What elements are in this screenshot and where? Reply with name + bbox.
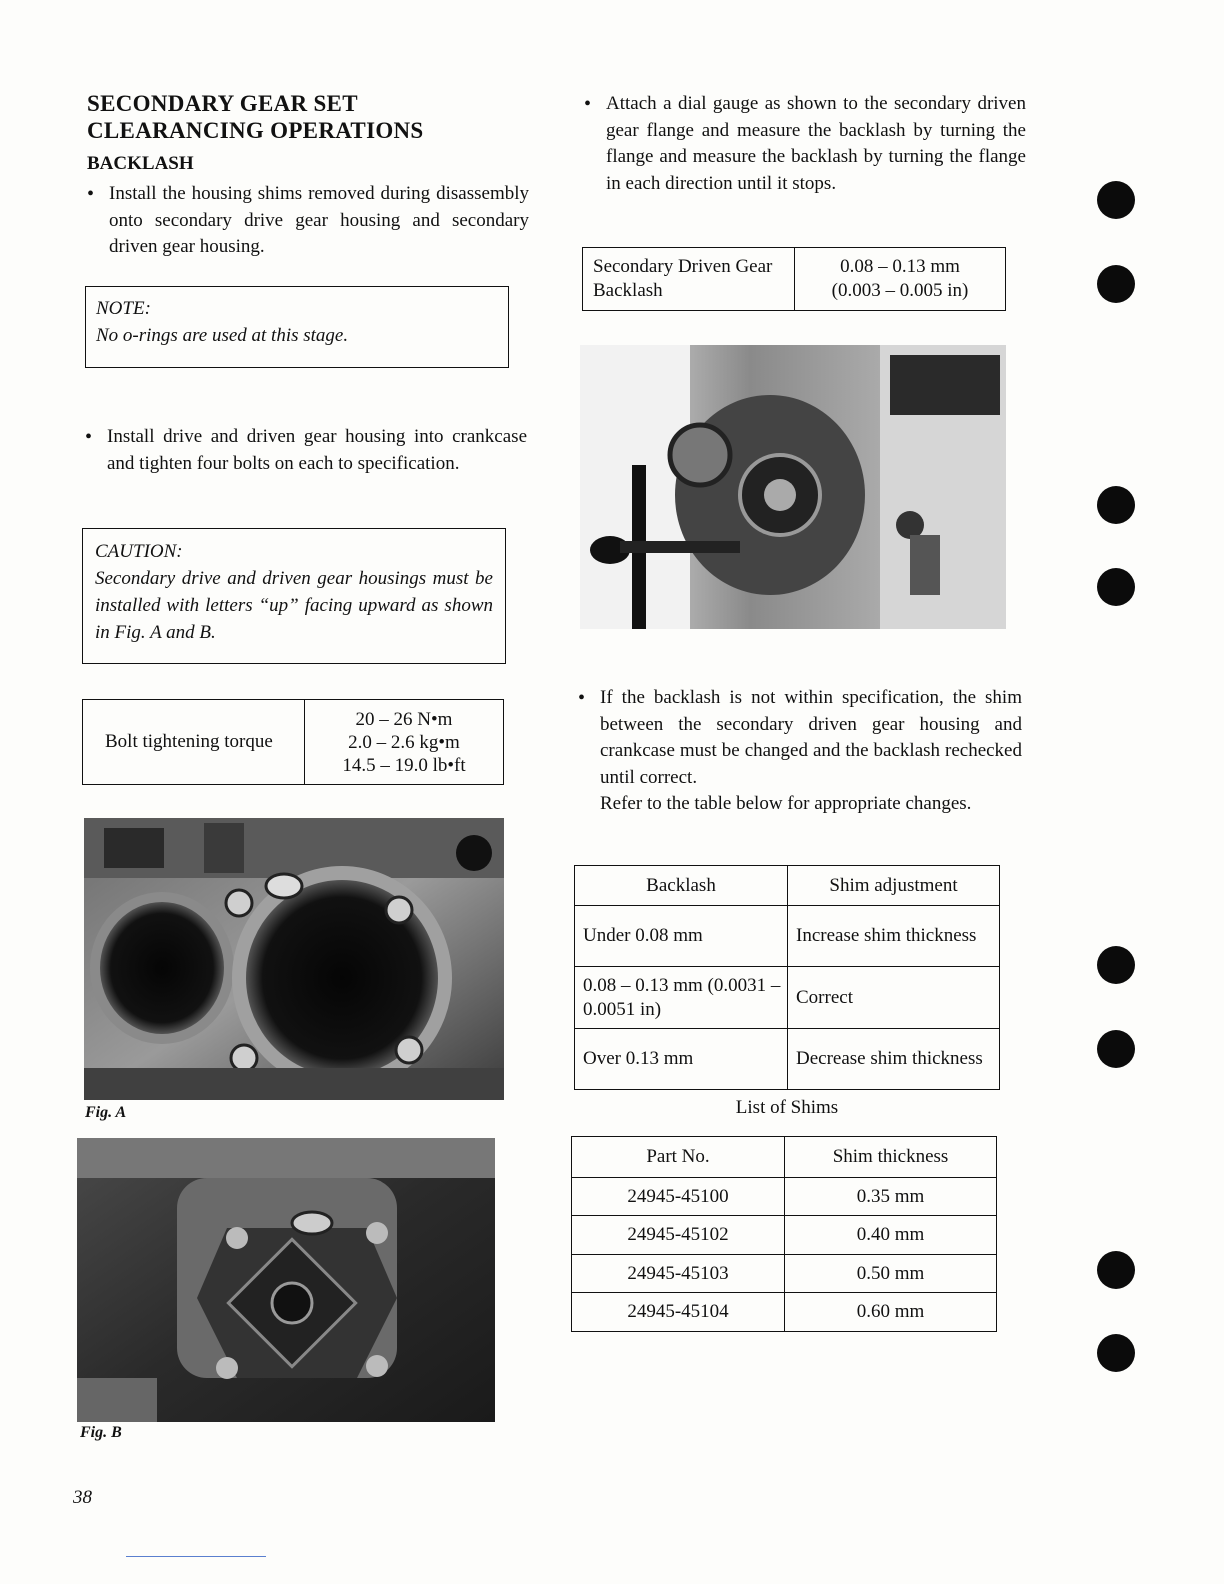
shim-thickness: 0.40 mm — [785, 1216, 997, 1255]
shim-thickness: 0.35 mm — [785, 1178, 997, 1216]
shim-part-no: 24945-45104 — [572, 1293, 785, 1332]
caution-text: Secondary drive and driven gear housings must be installed with letters “up” facing upward as shown in Fig. A and B. — [95, 568, 493, 643]
bullet-install-shims: • Install the housing shims removed during disassembly onto secondary drive gear housing and secondary driven gear housing. — [87, 181, 529, 261]
fig-a-caption: Fig. A — [85, 1104, 127, 1121]
bullet-dial-gauge: • Attach a dial gauge as shown to the secondary driven gear flange and measure the backlash by turning the flange and measure the backlash by turning the flange in each direction until it stops. — [584, 91, 1026, 197]
backlash-spec-table — [582, 247, 1006, 311]
table-row — [572, 1293, 997, 1332]
bottom-rule — [126, 1556, 266, 1557]
adj-header-backlash: Backlash — [575, 866, 788, 906]
table-row — [575, 967, 1000, 1029]
gear-housing-photo-a — [84, 818, 504, 1100]
adj-cell: 0.08 – 0.13 mm (0.0031 – 0.0051 in) — [575, 967, 788, 1029]
torque-kgm: 2.0 – 2.6 kg•m — [348, 731, 460, 753]
shims-header-row — [572, 1137, 997, 1178]
adj-cell: Over 0.13 mm — [575, 1029, 788, 1090]
gear-housing-photo-b — [77, 1138, 495, 1422]
backlash-spec-mm: 0.08 – 0.13 mm — [840, 256, 960, 277]
page-number: 38 — [73, 1487, 92, 1508]
title-line-2: CLEARANCING OPERATIONS — [87, 118, 424, 143]
fig-a-photo — [84, 818, 504, 1100]
section-title — [87, 90, 424, 144]
torque-label: Bolt tightening torque — [83, 700, 305, 785]
table-row — [572, 1216, 997, 1255]
shim-thickness: 0.50 mm — [785, 1255, 997, 1293]
backlash-spec-in: (0.003 – 0.005 in) — [831, 280, 969, 301]
title-line-1: SECONDARY GEAR SET — [87, 91, 358, 116]
shim-thickness: 0.60 mm — [785, 1293, 997, 1332]
dial-gauge-setup-photo — [580, 345, 1006, 629]
torque-nm: 20 – 26 N•m — [355, 708, 453, 730]
binder-hole-mark — [1097, 946, 1135, 984]
backlash-spec-values — [795, 248, 1006, 311]
backlash-spec-label: Secondary Driven Gear Backlash — [583, 248, 795, 311]
shims-list-title: List of Shims — [735, 1097, 839, 1118]
bullet-if-backlash — [578, 685, 1022, 818]
bullet-install-housing: • Install drive and driven gear housing into crankcase and tighten four bolts on each to specification. — [85, 424, 527, 477]
shim-part-no: 24945-45102 — [572, 1216, 785, 1255]
shims-header-part: Part No. — [572, 1137, 785, 1178]
adj-cell: Under 0.08 mm — [575, 906, 788, 967]
torque-values — [305, 700, 504, 785]
binder-hole-mark — [1097, 1334, 1135, 1372]
note-box — [85, 286, 509, 368]
dial-gauge-photo — [580, 345, 1006, 629]
shim-part-no: 24945-45103 — [572, 1255, 785, 1293]
note-text: No o-rings are used at this stage. — [96, 325, 349, 346]
adj-header-shim: Shim adjustment — [788, 866, 1000, 906]
shims-header-thickness: Shim thickness — [785, 1137, 997, 1178]
binder-hole-mark — [1097, 568, 1135, 606]
binder-hole-mark — [1097, 1251, 1135, 1289]
binder-hole-mark — [1097, 1030, 1135, 1068]
table-row — [572, 1255, 997, 1293]
table-row — [575, 1029, 1000, 1090]
fig-b-photo — [77, 1138, 495, 1422]
adj-cell: Increase shim thickness — [788, 906, 1000, 967]
adj-cell: Decrease shim thickness — [788, 1029, 1000, 1090]
table-row — [572, 1178, 997, 1216]
note-label: NOTE: — [96, 298, 151, 319]
torque-table — [82, 699, 504, 785]
shim-adjustment-table — [574, 865, 1000, 1090]
subsection-title: BACKLASH — [87, 153, 194, 174]
shims-table — [571, 1136, 997, 1332]
adj-cell: Correct — [788, 967, 1000, 1029]
caution-label: CAUTION: — [95, 541, 183, 562]
bullet-if-backlash-text: • If the backlash is not within specification, the shim between the secondary driven gear housing and crankcase must be changed and the backlash rechecked until correct. — [600, 687, 1022, 788]
adj-header-row — [575, 866, 1000, 906]
caution-box — [82, 528, 506, 664]
bullet-refer-text: Refer to the table below for appropriate changes. — [600, 793, 972, 814]
binder-hole-mark — [1097, 265, 1135, 303]
binder-hole-mark — [1097, 486, 1135, 524]
fig-b-caption: Fig. B — [80, 1424, 122, 1441]
binder-hole-mark — [1097, 181, 1135, 219]
shim-part-no: 24945-45100 — [572, 1178, 785, 1216]
table-row — [575, 906, 1000, 967]
torque-lbft: 14.5 – 19.0 lb•ft — [342, 754, 466, 776]
